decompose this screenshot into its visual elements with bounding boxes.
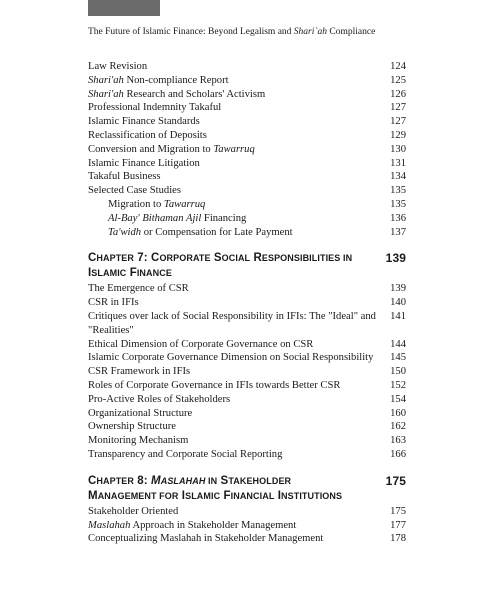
- chapter-8-title: CHAPTER 8: MASLAHAH IN STAKEHOLDER MANAGEMENT FOR ISLAMIC FINANCIAL INSTITUTIONS: [88, 474, 343, 502]
- toc-entry-title: Monitoring Mechanism: [88, 435, 189, 447]
- toc-entry-page: 140: [390, 297, 406, 309]
- toc-entry-page: 136: [390, 212, 406, 224]
- toc-entry-title: Ta'widh or Compensation for Late Payment: [108, 226, 293, 238]
- toc-entry-page: 125: [390, 74, 406, 86]
- table-of-contents: [88, 60, 406, 546]
- toc-entry[interactable]: [88, 532, 406, 546]
- toc-entry-title: Islamic Corporate Governance Dimension on Social Responsibility: [88, 352, 374, 364]
- toc-entry-title: Transparency and Corporate Social Reporting: [88, 448, 283, 460]
- toc-entry-page: 135: [390, 198, 406, 210]
- toc-entry-title: Roles of Corporate Governance in IFIs towards Better CSR: [88, 379, 341, 391]
- toc-entry-page: 130: [390, 143, 406, 155]
- toc-entry[interactable]: [88, 519, 406, 533]
- toc-entry-title: CSR Framework in IFIs: [88, 366, 191, 378]
- toc-entry-title: CSR in IFIs: [88, 297, 139, 309]
- toc-entry-title: Shari'ah Non-compliance Report: [88, 74, 229, 86]
- toc-section-continued: [88, 60, 406, 239]
- toc-entry[interactable]: [88, 143, 406, 157]
- chapter-7-title: CHAPTER 7: CORPORATE SOCIAL RESPONSIBILITIES IN ISLAMIC FINANCE: [88, 252, 353, 280]
- chapter-7-heading[interactable]: [88, 251, 406, 281]
- toc-entry-title: Law Revision: [88, 61, 148, 72]
- chapter-7-page: 139: [385, 251, 406, 266]
- chapter-8-heading[interactable]: [88, 474, 406, 504]
- toc-entry-page: 127: [390, 116, 406, 128]
- toc-entry[interactable]: [88, 351, 406, 365]
- chapter-7-entries: [88, 282, 406, 461]
- toc-entry-page: 127: [390, 102, 406, 114]
- toc-entry[interactable]: [88, 434, 406, 448]
- toc-entry[interactable]: [88, 420, 406, 434]
- toc-entry-page: 175: [390, 505, 406, 517]
- toc-entry[interactable]: [88, 184, 406, 198]
- toc-entry-title: Maslahah Approach in Stakeholder Management: [88, 519, 297, 531]
- toc-entry-page: 131: [390, 157, 406, 169]
- toc-entry-title: Takaful Business: [88, 171, 161, 183]
- toc-entry[interactable]: [88, 60, 406, 74]
- toc-entry-title: Ethical Dimension of Corporate Governance on CSR: [88, 338, 314, 350]
- toc-entry-page: 162: [390, 421, 406, 433]
- toc-entry-title: Pro-Active Roles of Stakeholders: [88, 393, 231, 405]
- toc-entry-page: 166: [390, 448, 406, 460]
- toc-entry[interactable]: [88, 74, 406, 88]
- toc-entry[interactable]: [88, 115, 406, 129]
- chapter-8-entries: [88, 505, 406, 546]
- toc-entry-page: 154: [390, 393, 406, 405]
- toc-entry-title: Conceptualizing Maslahah in Stakeholder Management: [88, 533, 324, 545]
- toc-entry-page: 141: [390, 310, 406, 322]
- toc-entry[interactable]: [88, 296, 406, 310]
- toc-entry-page: 163: [390, 435, 406, 447]
- toc-entry-title: Migration to Tawarruq: [108, 198, 206, 210]
- toc-entry-page: 178: [390, 533, 406, 545]
- toc-entry-title: Organizational Structure: [88, 407, 193, 419]
- toc-entry-page: 137: [390, 226, 406, 238]
- header-color-bar: [88, 0, 160, 16]
- toc-entry[interactable]: [88, 88, 406, 102]
- running-header: [88, 27, 375, 37]
- toc-entry[interactable]: [88, 282, 406, 296]
- toc-entry-page: 134: [390, 171, 406, 183]
- toc-entry-page: 129: [390, 129, 406, 141]
- toc-entry-title: Conversion and Migration to Tawarruq: [88, 143, 255, 155]
- toc-entry[interactable]: [88, 157, 406, 171]
- toc-entry-page: 160: [390, 407, 406, 419]
- toc-entry[interactable]: [88, 129, 406, 143]
- running-header-text-end: Compliance: [327, 27, 376, 37]
- toc-entry[interactable]: [88, 170, 406, 184]
- toc-entry-title: Al-Bay' Bithaman Ajil Financing: [108, 212, 247, 224]
- toc-entry-page: 126: [390, 88, 406, 100]
- toc-entry-page: 152: [390, 379, 406, 391]
- running-header-text: The Future of Islamic Finance: Beyond Legalism and: [88, 27, 294, 37]
- toc-entry[interactable]: [88, 338, 406, 352]
- toc-entry[interactable]: [88, 198, 406, 212]
- toc-entry[interactable]: [88, 212, 406, 226]
- toc-entry-page: 135: [390, 185, 406, 197]
- toc-entry[interactable]: [88, 310, 406, 338]
- toc-entry-title: Professional Indemnity Takaful: [88, 102, 222, 114]
- toc-entry-title: Islamic Finance Litigation: [88, 157, 200, 169]
- toc-entry-page: 144: [390, 338, 406, 350]
- toc-entry-title: Stakeholder Oriented: [88, 505, 179, 517]
- running-header-italic: Shari`ah: [293, 27, 328, 37]
- toc-entry-title: The Emergence of CSR: [88, 283, 189, 295]
- toc-entry[interactable]: [88, 101, 406, 115]
- toc-entry[interactable]: [88, 505, 406, 519]
- toc-entry-page: 145: [390, 352, 406, 364]
- toc-entry-title: Shari'ah Research and Scholars' Activism: [88, 88, 266, 100]
- toc-entry[interactable]: [88, 407, 406, 421]
- toc-entry[interactable]: [88, 448, 406, 462]
- toc-entry-title: Islamic Finance Standards: [88, 116, 200, 128]
- toc-entry-title: Ownership Structure: [88, 421, 176, 433]
- toc-entry[interactable]: [88, 226, 406, 240]
- toc-entry-page: 177: [390, 519, 406, 531]
- chapter-8-page: 175: [385, 473, 406, 488]
- toc-entry-page: 124: [390, 61, 406, 72]
- toc-entry-page: 150: [390, 366, 406, 378]
- toc-entry-title: Selected Case Studies: [88, 185, 181, 197]
- toc-entry[interactable]: [88, 393, 406, 407]
- toc-entry-page: 139: [390, 283, 406, 295]
- toc-entry[interactable]: [88, 365, 406, 379]
- toc-entry-title: Critiques over lack of Social Responsibility in IFIs: The "Ideal" and "Realities": [88, 310, 376, 336]
- toc-entry-title: Reclassification of Deposits: [88, 129, 207, 141]
- toc-entry[interactable]: [88, 379, 406, 393]
